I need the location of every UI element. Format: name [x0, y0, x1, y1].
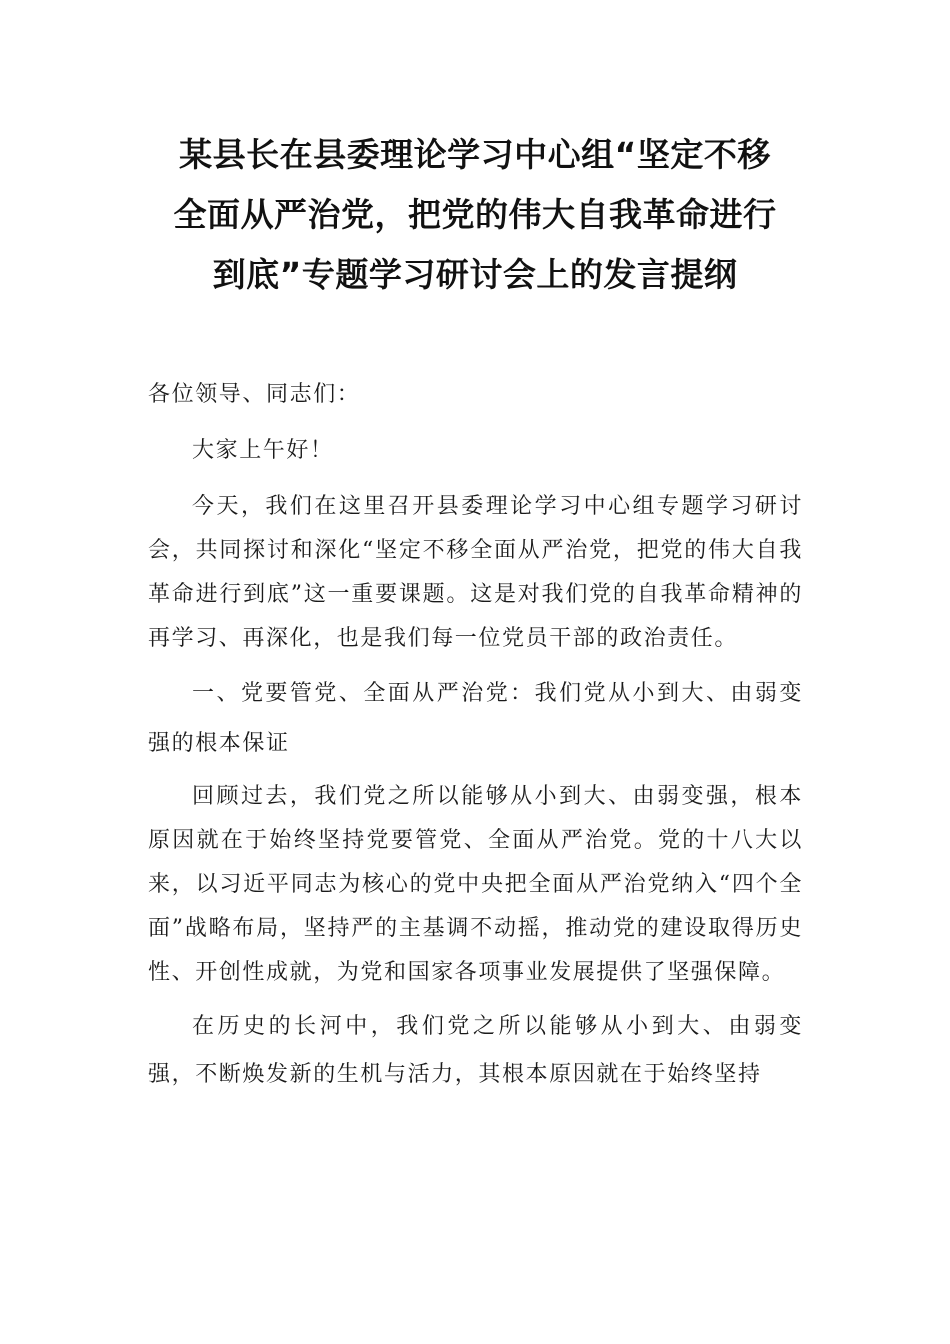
- salutation: 各位领导、同志们：: [148, 382, 361, 407]
- paragraph-intro: 今天，我们在这里召开县委理论学习中心组专题学习研讨会，共同探讨和深化“坚定不移全面从严治党，把党的伟大自我革命进行到底”这一重要课题。这是对我们党的自我革命精神的再学习、再深化，也是我们每一位党员干部的政治责任。: [148, 494, 803, 651]
- document-body: [148, 373, 803, 1099]
- document-title: [120, 125, 830, 305]
- paragraph-section-one-2: 在历史的长河中，我们党之所以能够从小到大、由弱变强，不断焕发新的生机与活力，其根本原因就在于始终坚持: [148, 1014, 803, 1087]
- section-heading-one: 一、党要管党、全面从严治党：我们党从小到大、由弱变强的根本保证: [148, 681, 803, 756]
- title-line-3: 到底”专题学习研讨会上的发言提纲: [212, 255, 738, 294]
- title-line-1: 某县长在县委理论学习中心组“坚定不移: [179, 135, 771, 174]
- greeting: 大家上午好！: [192, 438, 334, 463]
- paragraph-section-one-1: 回顾过去，我们党之所以能够从小到大、由弱变强，根本原因就在于始终坚持党要管党、全面从严治党。党的十八大以来，以习近平同志为核心的党中央把全面从严治党纳入“四个全面”战略布局，坚持严的主基调不动摇，推动党的建设取得历史性、开创性成就，为党和国家各项事业发展提供了坚强保障。: [148, 784, 803, 985]
- title-line-2: 全面从严治党，把党的伟大自我革命进行: [173, 195, 777, 234]
